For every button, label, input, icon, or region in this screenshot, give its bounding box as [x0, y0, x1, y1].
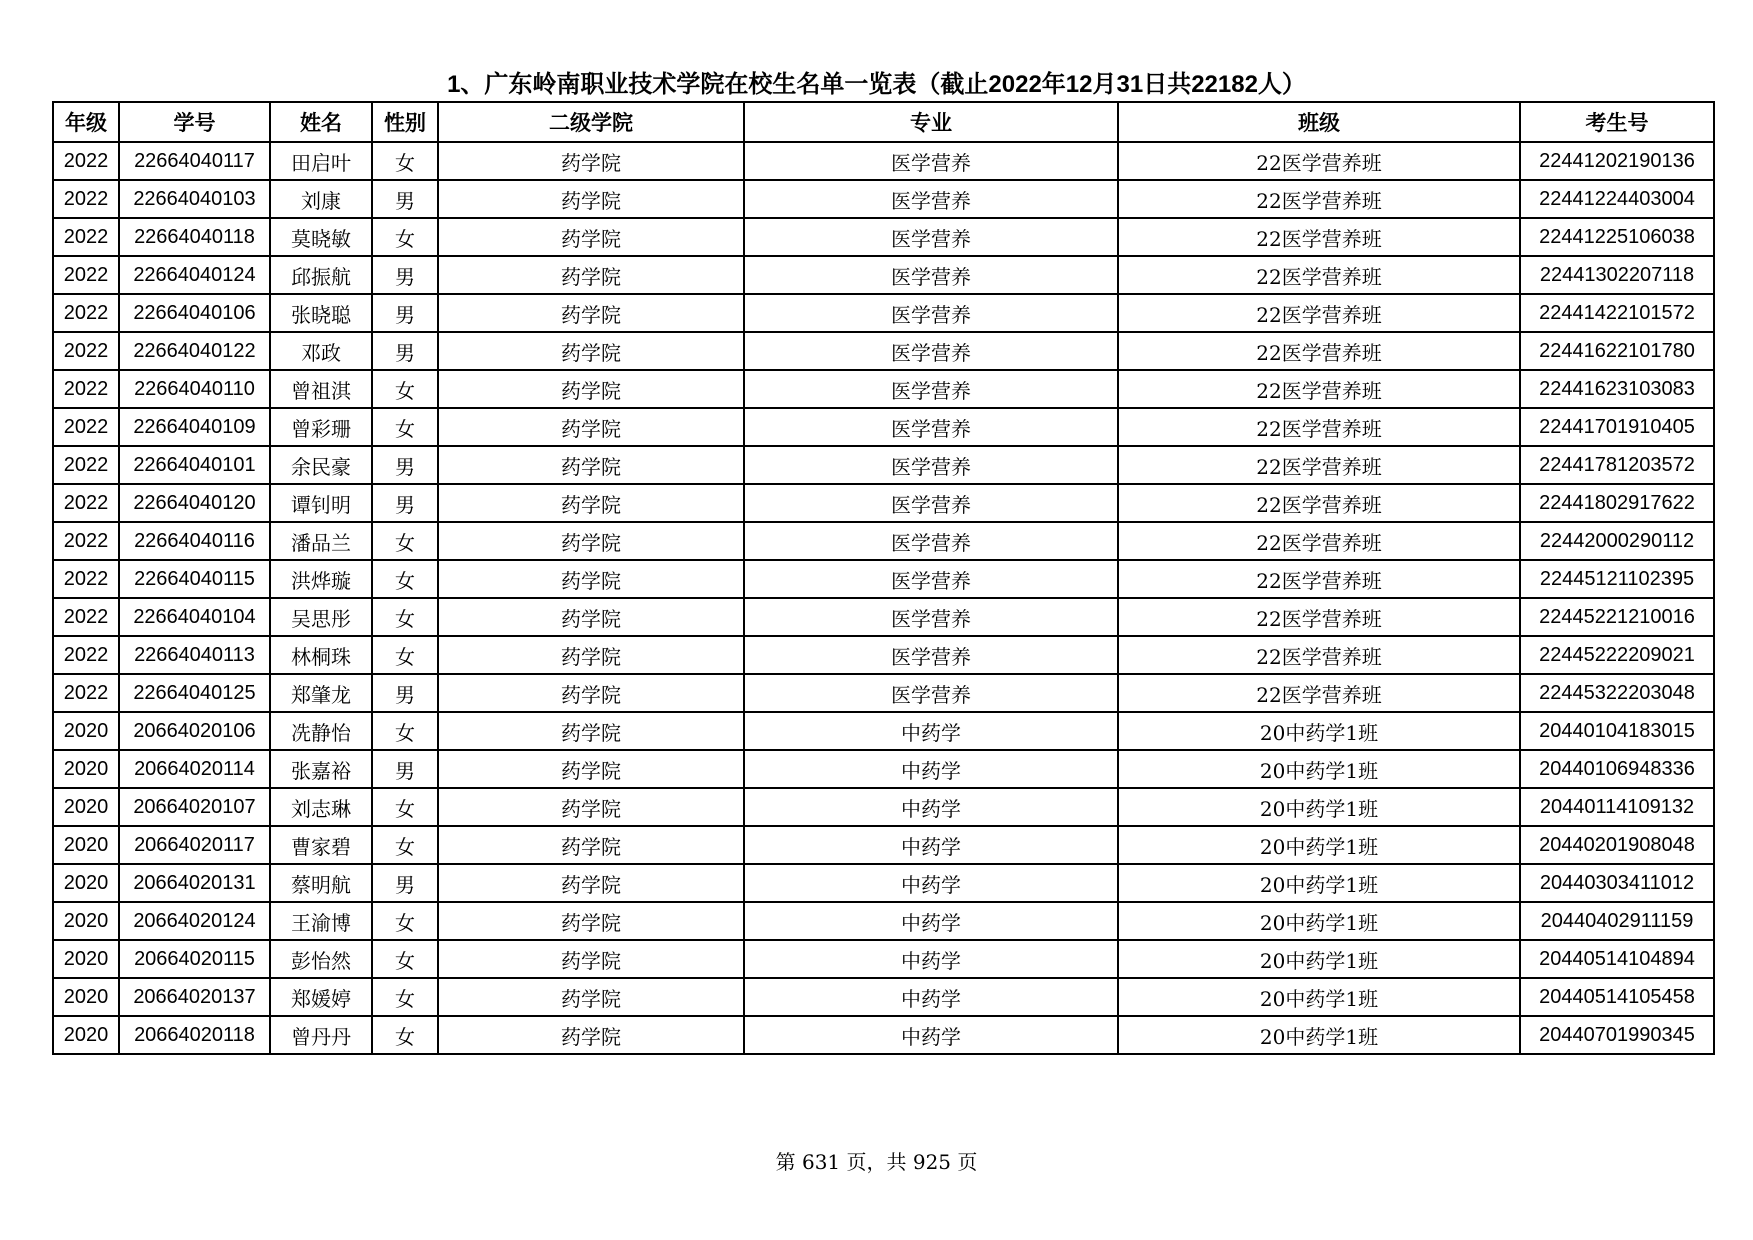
cell-name: 郑肇龙 [270, 674, 372, 712]
cell-major: 中药学 [744, 712, 1118, 750]
cell-class: 22医学营养班 [1118, 180, 1520, 218]
cell-gender: 女 [372, 940, 438, 978]
cell-major: 中药学 [744, 788, 1118, 826]
cell-major: 医学营养 [744, 256, 1118, 294]
cell-grade: 2022 [53, 446, 119, 484]
cell-student-id: 22664040122 [119, 332, 270, 370]
cell-class: 20中药学1班 [1118, 940, 1520, 978]
table-row [53, 218, 1714, 256]
cell-grade: 2022 [53, 484, 119, 522]
table-row [53, 294, 1714, 332]
cell-class: 20中药学1班 [1118, 978, 1520, 1016]
cell-name: 邱振航 [270, 256, 372, 294]
cell-student-id: 22664040118 [119, 218, 270, 256]
cell-college: 药学院 [438, 370, 744, 408]
cell-college: 药学院 [438, 902, 744, 940]
cell-exam-number: 22441781203572 [1520, 446, 1714, 484]
table-row [53, 332, 1714, 370]
cell-college: 药学院 [438, 674, 744, 712]
cell-name: 潘品兰 [270, 522, 372, 560]
cell-student-id: 20664020114 [119, 750, 270, 788]
cell-name: 莫晓敏 [270, 218, 372, 256]
cell-exam-number: 22441202190136 [1520, 142, 1714, 180]
cell-name: 林桐珠 [270, 636, 372, 674]
cell-college: 药学院 [438, 522, 744, 560]
cell-grade: 2022 [53, 636, 119, 674]
cell-student-id: 22664040104 [119, 598, 270, 636]
table-row [53, 256, 1714, 294]
cell-student-id: 22664040106 [119, 294, 270, 332]
cell-major: 中药学 [744, 1016, 1118, 1054]
cell-major: 医学营养 [744, 674, 1118, 712]
cell-exam-number: 20440514105458 [1520, 978, 1714, 1016]
table-header-row [53, 102, 1714, 142]
cell-name: 曾祖淇 [270, 370, 372, 408]
cell-exam-number: 22441225106038 [1520, 218, 1714, 256]
cell-exam-number: 20440701990345 [1520, 1016, 1714, 1054]
cell-exam-number: 20440514104894 [1520, 940, 1714, 978]
cell-major: 医学营养 [744, 142, 1118, 180]
cell-grade: 2022 [53, 560, 119, 598]
cell-student-id: 22664040110 [119, 370, 270, 408]
cell-college: 药学院 [438, 826, 744, 864]
cell-major: 中药学 [744, 978, 1118, 1016]
cell-college: 药学院 [438, 598, 744, 636]
cell-gender: 男 [372, 332, 438, 370]
cell-class: 20中药学1班 [1118, 864, 1520, 902]
cell-major: 中药学 [744, 940, 1118, 978]
cell-student-id: 20664020117 [119, 826, 270, 864]
cell-major: 中药学 [744, 826, 1118, 864]
cell-exam-number: 20440114109132 [1520, 788, 1714, 826]
cell-gender: 女 [372, 560, 438, 598]
cell-student-id: 22664040115 [119, 560, 270, 598]
cell-gender: 女 [372, 788, 438, 826]
cell-gender: 男 [372, 484, 438, 522]
cell-gender: 女 [372, 598, 438, 636]
table-row [53, 484, 1714, 522]
page-number-footer: 第 631 页，共 925 页 [775, 1150, 978, 1174]
cell-gender: 男 [372, 750, 438, 788]
cell-student-id: 22664040101 [119, 446, 270, 484]
cell-student-id: 22664040117 [119, 142, 270, 180]
cell-grade: 2022 [53, 218, 119, 256]
cell-major: 医学营养 [744, 218, 1118, 256]
cell-gender: 女 [372, 408, 438, 446]
cell-student-id: 20664020106 [119, 712, 270, 750]
cell-class: 22医学营养班 [1118, 446, 1520, 484]
cell-grade: 2022 [53, 294, 119, 332]
cell-exam-number: 22445322203048 [1520, 674, 1714, 712]
cell-exam-number: 20440106948336 [1520, 750, 1714, 788]
cell-class: 22医学营养班 [1118, 560, 1520, 598]
cell-grade: 2020 [53, 788, 119, 826]
cell-college: 药学院 [438, 332, 744, 370]
cell-major: 医学营养 [744, 560, 1118, 598]
cell-name: 蔡明航 [270, 864, 372, 902]
cell-exam-number: 22441224403004 [1520, 180, 1714, 218]
cell-grade: 2022 [53, 598, 119, 636]
cell-exam-number: 22445222209021 [1520, 636, 1714, 674]
cell-major: 医学营养 [744, 180, 1118, 218]
cell-college: 药学院 [438, 180, 744, 218]
cell-name: 刘康 [270, 180, 372, 218]
cell-name: 谭钊明 [270, 484, 372, 522]
cell-major: 医学营养 [744, 408, 1118, 446]
cell-college: 药学院 [438, 864, 744, 902]
table-row [53, 978, 1714, 1016]
cell-grade: 2020 [53, 826, 119, 864]
cell-gender: 男 [372, 180, 438, 218]
cell-student-id: 20664020124 [119, 902, 270, 940]
cell-grade: 2020 [53, 940, 119, 978]
cell-student-id: 22664040125 [119, 674, 270, 712]
cell-college: 药学院 [438, 408, 744, 446]
table-row [53, 446, 1714, 484]
cell-student-id: 22664040103 [119, 180, 270, 218]
cell-grade: 2022 [53, 332, 119, 370]
cell-college: 药学院 [438, 446, 744, 484]
table-row [53, 750, 1714, 788]
cell-class: 22医学营养班 [1118, 484, 1520, 522]
cell-exam-number: 20440303411012 [1520, 864, 1714, 902]
cell-class: 20中药学1班 [1118, 750, 1520, 788]
cell-gender: 女 [372, 636, 438, 674]
cell-student-id: 22664040109 [119, 408, 270, 446]
cell-major: 医学营养 [744, 598, 1118, 636]
cell-grade: 2020 [53, 1016, 119, 1054]
header-major: 专业 [744, 102, 1118, 142]
cell-major: 医学营养 [744, 446, 1118, 484]
cell-grade: 2020 [53, 712, 119, 750]
cell-student-id: 20664020107 [119, 788, 270, 826]
cell-gender: 女 [372, 1016, 438, 1054]
cell-grade: 2022 [53, 408, 119, 446]
cell-exam-number: 20440104183015 [1520, 712, 1714, 750]
table-row [53, 864, 1714, 902]
cell-grade: 2022 [53, 674, 119, 712]
cell-name: 田启叶 [270, 142, 372, 180]
cell-college: 药学院 [438, 712, 744, 750]
header-name: 姓名 [270, 102, 372, 142]
table-row [53, 636, 1714, 674]
cell-class: 22医学营养班 [1118, 332, 1520, 370]
cell-major: 医学营养 [744, 484, 1118, 522]
cell-name: 刘志琳 [270, 788, 372, 826]
cell-student-id: 20664020118 [119, 1016, 270, 1054]
table-row [53, 788, 1714, 826]
cell-major: 医学营养 [744, 332, 1118, 370]
cell-grade: 2020 [53, 902, 119, 940]
cell-student-id: 20664020115 [119, 940, 270, 978]
cell-grade: 2022 [53, 180, 119, 218]
cell-name: 曾丹丹 [270, 1016, 372, 1054]
cell-gender: 女 [372, 826, 438, 864]
cell-class: 20中药学1班 [1118, 712, 1520, 750]
cell-exam-number: 22441422101572 [1520, 294, 1714, 332]
cell-name: 彭怡然 [270, 940, 372, 978]
cell-exam-number: 20440402911159 [1520, 902, 1714, 940]
cell-grade: 2022 [53, 256, 119, 294]
cell-student-id: 22664040116 [119, 522, 270, 560]
table-body [53, 142, 1714, 1054]
cell-class: 22医学营养班 [1118, 218, 1520, 256]
table-row [53, 674, 1714, 712]
cell-exam-number: 22441701910405 [1520, 408, 1714, 446]
cell-grade: 2022 [53, 142, 119, 180]
cell-grade: 2022 [53, 370, 119, 408]
cell-class: 22医学营养班 [1118, 142, 1520, 180]
cell-major: 医学营养 [744, 636, 1118, 674]
table-row [53, 826, 1714, 864]
cell-name: 吴思彤 [270, 598, 372, 636]
header-student-id: 学号 [119, 102, 270, 142]
cell-gender: 女 [372, 902, 438, 940]
cell-name: 邓政 [270, 332, 372, 370]
cell-student-id: 22664040120 [119, 484, 270, 522]
cell-class: 22医学营养班 [1118, 598, 1520, 636]
cell-major: 中药学 [744, 750, 1118, 788]
cell-gender: 男 [372, 864, 438, 902]
cell-name: 洪烨璇 [270, 560, 372, 598]
cell-gender: 女 [372, 218, 438, 256]
cell-college: 药学院 [438, 750, 744, 788]
cell-gender: 女 [372, 370, 438, 408]
cell-major: 中药学 [744, 864, 1118, 902]
cell-grade: 2022 [53, 522, 119, 560]
cell-student-id: 22664040124 [119, 256, 270, 294]
cell-exam-number: 22441622101780 [1520, 332, 1714, 370]
table-row [53, 370, 1714, 408]
header-grade: 年级 [53, 102, 119, 142]
cell-major: 医学营养 [744, 370, 1118, 408]
cell-exam-number: 22441623103083 [1520, 370, 1714, 408]
cell-college: 药学院 [438, 142, 744, 180]
cell-college: 药学院 [438, 1016, 744, 1054]
cell-grade: 2020 [53, 864, 119, 902]
table-row [53, 142, 1714, 180]
cell-student-id: 20664020137 [119, 978, 270, 1016]
cell-name: 王渝博 [270, 902, 372, 940]
cell-class: 22医学营养班 [1118, 674, 1520, 712]
cell-name: 曾彩珊 [270, 408, 372, 446]
cell-major: 医学营养 [744, 522, 1118, 560]
cell-gender: 男 [372, 674, 438, 712]
cell-gender: 男 [372, 256, 438, 294]
cell-class: 20中药学1班 [1118, 902, 1520, 940]
table-row [53, 712, 1714, 750]
cell-college: 药学院 [438, 256, 744, 294]
table-row [53, 902, 1714, 940]
cell-student-id: 22664040113 [119, 636, 270, 674]
cell-name: 冼静怡 [270, 712, 372, 750]
cell-college: 药学院 [438, 788, 744, 826]
table-row [53, 408, 1714, 446]
cell-class: 22医学营养班 [1118, 636, 1520, 674]
cell-exam-number: 20440201908048 [1520, 826, 1714, 864]
header-exam-number: 考生号 [1520, 102, 1714, 142]
cell-college: 药学院 [438, 978, 744, 1016]
cell-class: 22医学营养班 [1118, 522, 1520, 560]
table-row [53, 598, 1714, 636]
cell-exam-number: 22445221210016 [1520, 598, 1714, 636]
table-row [53, 940, 1714, 978]
cell-class: 22医学营养班 [1118, 370, 1520, 408]
cell-gender: 男 [372, 446, 438, 484]
cell-grade: 2020 [53, 978, 119, 1016]
cell-college: 药学院 [438, 484, 744, 522]
header-college: 二级学院 [438, 102, 744, 142]
page-title: 1、广东岭南职业技术学院在校生名单一览表（截止2022年12月31日共22182人） [447, 71, 1306, 98]
cell-class: 20中药学1班 [1118, 826, 1520, 864]
cell-gender: 女 [372, 522, 438, 560]
cell-class: 22医学营养班 [1118, 256, 1520, 294]
cell-college: 药学院 [438, 560, 744, 598]
cell-class: 22医学营养班 [1118, 408, 1520, 446]
cell-name: 曹家碧 [270, 826, 372, 864]
cell-name: 余民豪 [270, 446, 372, 484]
cell-name: 张晓聪 [270, 294, 372, 332]
cell-gender: 女 [372, 978, 438, 1016]
cell-gender: 女 [372, 712, 438, 750]
cell-name: 郑媛婷 [270, 978, 372, 1016]
cell-class: 20中药学1班 [1118, 788, 1520, 826]
table-row [53, 560, 1714, 598]
cell-major: 中药学 [744, 902, 1118, 940]
cell-exam-number: 22441302207118 [1520, 256, 1714, 294]
table-row [53, 1016, 1714, 1054]
header-gender: 性别 [372, 102, 438, 142]
cell-exam-number: 22445121102395 [1520, 560, 1714, 598]
cell-college: 药学院 [438, 636, 744, 674]
cell-college: 药学院 [438, 218, 744, 256]
student-roster-table [52, 101, 1715, 1055]
cell-gender: 男 [372, 294, 438, 332]
cell-exam-number: 22441802917622 [1520, 484, 1714, 522]
cell-exam-number: 22442000290112 [1520, 522, 1714, 560]
cell-class: 20中药学1班 [1118, 1016, 1520, 1054]
cell-college: 药学院 [438, 294, 744, 332]
cell-gender: 女 [372, 142, 438, 180]
table-row [53, 180, 1714, 218]
cell-student-id: 20664020131 [119, 864, 270, 902]
cell-grade: 2020 [53, 750, 119, 788]
table-row [53, 522, 1714, 560]
cell-name: 张嘉裕 [270, 750, 372, 788]
cell-major: 医学营养 [744, 294, 1118, 332]
header-class: 班级 [1118, 102, 1520, 142]
cell-class: 22医学营养班 [1118, 294, 1520, 332]
cell-college: 药学院 [438, 940, 744, 978]
